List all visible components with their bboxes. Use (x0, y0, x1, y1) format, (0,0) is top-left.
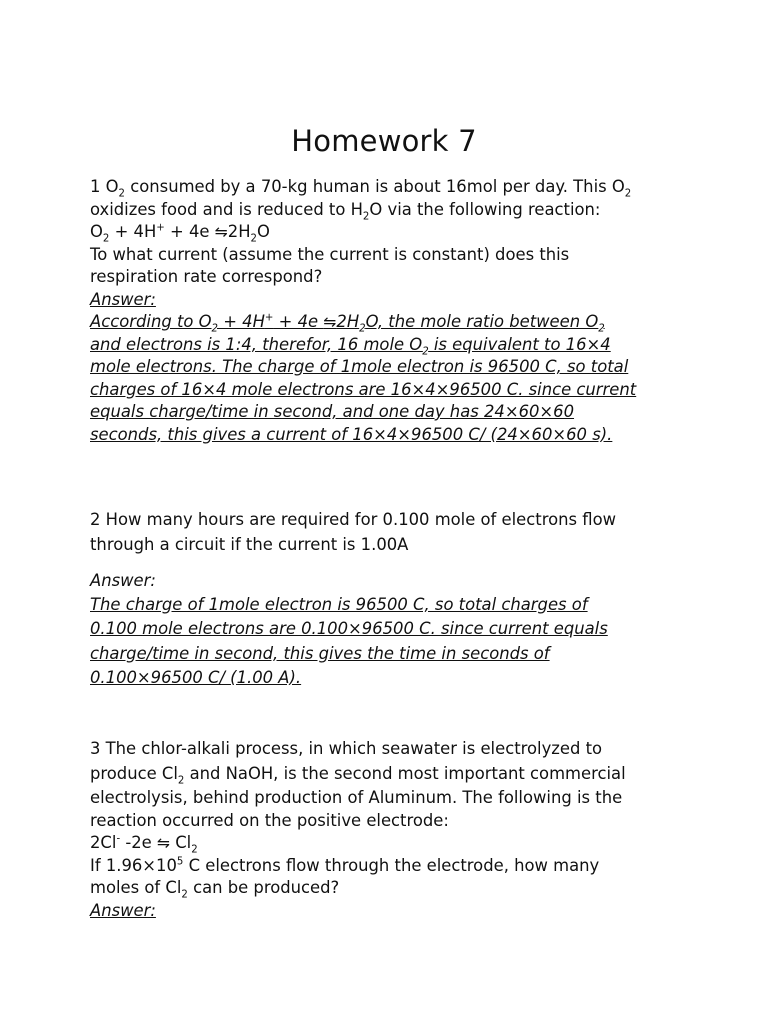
q3-line-6: If $1.96\times 10^5$ C electrons flow through the electrode, how many (90, 855, 600, 875)
equilibrium-arrow-icon: ⇋ (323, 313, 337, 331)
q3-line-3: electrolysis, behind production of Aluminum. The following is the (90, 788, 623, 807)
q3-line-2: produce $Cl_2$ and NaOH, is the second most important commercial (90, 763, 626, 786)
q3-line-7: moles of $Cl_2$ can be produced? (90, 878, 340, 901)
q2-answer-line-4: 0.100×96500 C/ (1.00 A). (90, 668, 302, 687)
q1-line-5: respiration rate correspond? (90, 267, 323, 286)
q1-answer-line-5: equals charge/time in second, and one day has 24×60×60 (90, 402, 575, 421)
q1-line-4: To what current (assume the current is constant) does this (90, 244, 570, 264)
question-1 (90, 176, 690, 446)
question-2-answer (90, 570, 690, 690)
q2-answer-label: Answer: (90, 571, 156, 590)
q2-answer-line-2: 0.100 mole electrons are 0.100×96500 C. since current equals (90, 619, 608, 638)
document-title: Homework 7 (291, 124, 477, 158)
q1-answer-label: Answer: (90, 289, 156, 309)
q1-answer-line-1: According to $O_2 + 4H^+ + 4e$ $⇋2H_2O$, the mole ratio between $O_2$ (90, 312, 605, 335)
q1-answer-line-4: charges of 16×4 mole electrons are 16×4×96500 C. since current (90, 379, 637, 399)
q3-line-1: 3 The chlor-alkali process, in which seawater is electrolyzed to (90, 739, 603, 758)
q2-answer-line-3: charge/time in second, this gives the time in seconds of (90, 643, 550, 663)
q1-answer-line-6: seconds, this gives a current of 16×4×96500 C/ (24×60×60 s). (90, 424, 613, 444)
q1-reaction: $O_2 + 4H^+ + 4e$ $⇋2H_2O$ (90, 222, 270, 245)
equilibrium-arrow-icon: ⇋ (156, 834, 171, 852)
q1-answer-line-2: and electrons is 1:4, therefor, 16 mole $O_2$ is equivalent to 16×4 (90, 334, 611, 357)
equilibrium-arrow-icon: ⇋ (214, 223, 228, 241)
q3-line-4: reaction occurred on the positive electrode: (90, 810, 449, 830)
q1-line-1: 1 $O_2$ consumed by a 70-kg human is about 16mol per day. This $O_2$ (90, 177, 632, 200)
q1-line-2: oxidizes food and is reduced to $H_2O$ via the following reaction: (90, 199, 601, 222)
question-3 (90, 738, 690, 922)
q2-line-2: through a circuit if the current is 1.00A (90, 534, 409, 554)
q1-answer-line-3: mole electrons. The charge of 1mole electron is 96500 C, so total (90, 357, 629, 376)
q3-answer-label: Answer: (90, 900, 156, 920)
q2-line-1: 2 How many hours are required for 0.100 mole of electrons flow (90, 510, 617, 529)
q3-reaction: 2Cl- -2e ⇋ $Cl_2$ (90, 833, 198, 856)
question-2 (90, 509, 690, 556)
q2-answer-line-1: The charge of 1mole electron is 96500 C, so total charges of (90, 594, 588, 614)
